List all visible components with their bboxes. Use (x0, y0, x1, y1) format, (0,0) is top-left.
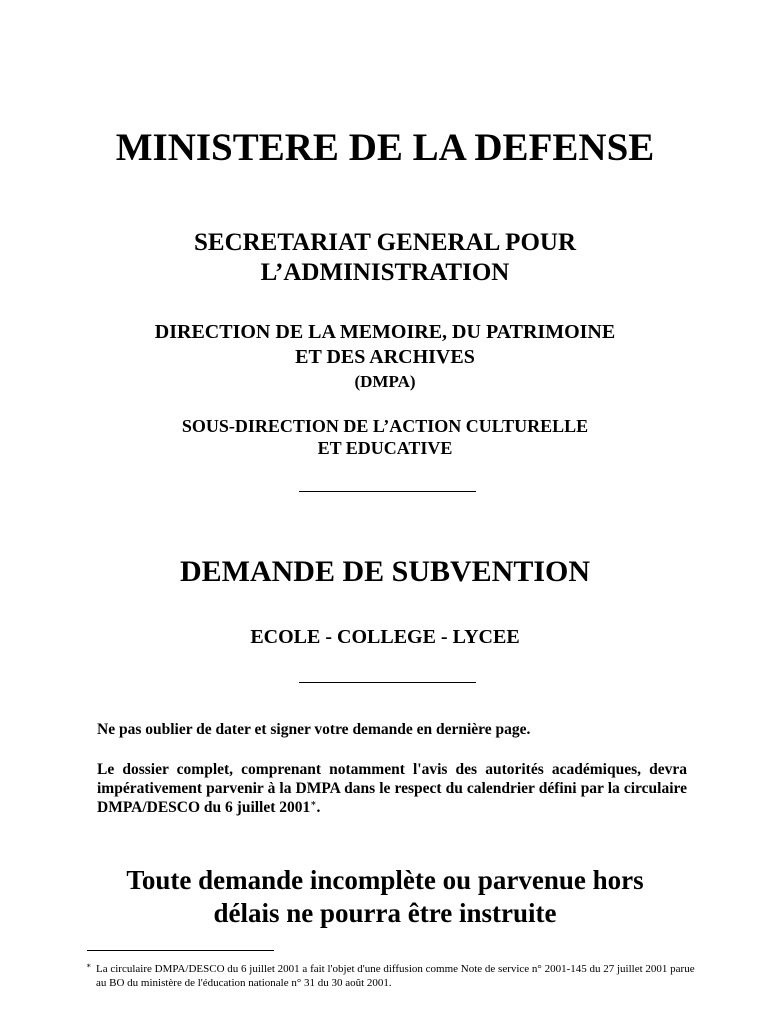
warning-line-1: Toute demande incomplète ou parvenue hors (126, 865, 644, 895)
sous-direction-line-1: SOUS-DIRECTION DE L’ACTION CULTURELLE (181, 416, 589, 436)
secretariat-line-2: L’ADMINISTRATION (260, 259, 510, 286)
secretariat-heading (0, 228, 770, 288)
reminder-text: Ne pas oublier de dater et signer votre demande en dernière page. (97, 721, 531, 738)
sous-direction-heading (0, 415, 770, 459)
direction-line-2: ET DES ARCHIVES (295, 346, 475, 368)
direction-heading (0, 320, 770, 370)
form-title: DEMANDE DE SUBVENTION (179, 555, 591, 588)
footnote (86, 962, 696, 990)
warning-message (0, 864, 770, 930)
separator-rule (299, 491, 476, 492)
ministry-title: MINISTERE DE LA DEFENSE (115, 126, 655, 169)
warning-line-2: délais ne pourra être instruite (213, 898, 557, 928)
direction-line-1: DIRECTION DE LA MEMOIRE, DU PATRIMOINE (154, 321, 616, 343)
footnote-reference: ∗ (310, 797, 317, 808)
deadline-end: . (316, 799, 321, 816)
sous-direction-line-2: ET EDUCATIVE (317, 438, 453, 458)
footnote-text: La circulaire DMPA/DESCO du 6 juillet 2001 a fait l'objet d'une diffusion comme Note de service n° 2001-145 du 27 juillet 2001 parue au BO du ministère de l'éducation nationale n° 31 du 30 août 2001. (96, 963, 695, 989)
direction-acronym: (DMPA) (354, 372, 416, 391)
deadline-paragraph (97, 760, 687, 817)
footnote-separator (87, 950, 274, 951)
footnote-mark: ∗ (86, 961, 92, 970)
deadline-text: Le dossier complet, comprenant notamment l'avis des autorités académiques, devra impérativement parvenir à la DMPA dans le respect du calendrier défini par la circulaire DMPA/DESCO du 6 juillet 2001 (97, 761, 687, 816)
separator-rule (299, 682, 476, 683)
form-subtitle: ECOLE - COLLEGE - LYCEE (250, 626, 520, 648)
secretariat-line-1: SECRETARIAT GENERAL POUR (193, 229, 577, 256)
